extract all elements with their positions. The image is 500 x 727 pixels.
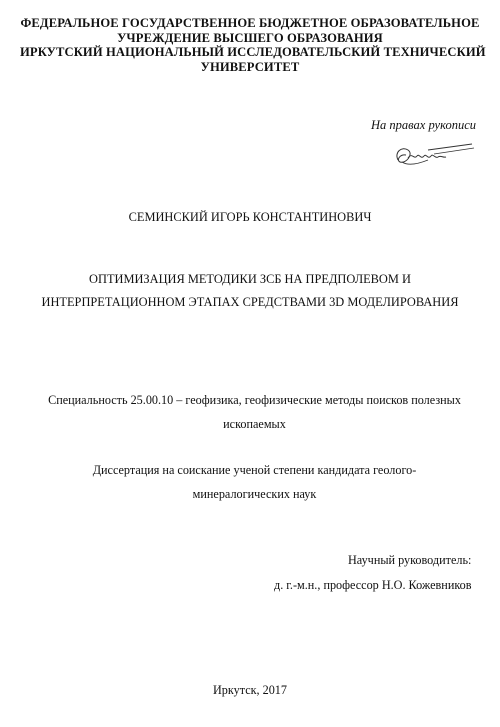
- scientific-advisor: [270, 548, 490, 598]
- title-line: ИНТЕРПРЕТАЦИОННОМ ЭТАПАХ СРЕДСТВАМИ 3D МОДЕЛИРОВАНИЯ: [41, 295, 459, 309]
- specialty-line: Специальность 25.00.10 – геофизика, геофизические методы поисков полезных: [48, 393, 461, 407]
- city-year: Иркутск, 2017: [212, 683, 287, 697]
- advisor-role: Научный руководитель:: [348, 553, 472, 567]
- manuscript-rights-note: На правах рукописи: [371, 118, 476, 132]
- specialty-statement: [32, 388, 477, 436]
- handwritten-signature: [388, 138, 478, 174]
- header-line: УНИВЕРСИТЕТ: [200, 59, 300, 74]
- specialty-line: ископаемых: [223, 417, 286, 431]
- title-line: ОПТИМИЗАЦИЯ МЕТОДИКИ ЗСБ НА ПРЕДПОЛЕВОМ И: [89, 272, 411, 286]
- degree-statement: [32, 458, 477, 506]
- author-name: СЕМИНСКИЙ ИГОРЬ КОНСТАНТИНОВИЧ: [128, 210, 372, 224]
- dissertation-title: [20, 268, 480, 314]
- header-line: УЧРЕЖДЕНИЕ ВЫСШЕГО ОБРАЗОВАНИЯ: [117, 30, 383, 45]
- institution-header: [20, 16, 486, 74]
- header-line: ФЕДЕРАЛЬНОЕ ГОСУДАРСТВЕННОЕ БЮДЖЕТНОЕ ОБРАЗОВАТЕЛЬНОЕ: [20, 16, 480, 30]
- advisor-name: д. г.-м.н., профессор Н.О. Кожевников: [274, 578, 472, 592]
- degree-line: Диссертация на соискание ученой степени кандидата геолого-: [92, 463, 417, 477]
- degree-line: минералогических наук: [192, 487, 317, 501]
- header-line: ИРКУТСКИЙ НАЦИОНАЛЬНЫЙ ИССЛЕДОВАТЕЛЬСКИЙ ТЕХНИЧЕСКИЙ: [20, 45, 486, 59]
